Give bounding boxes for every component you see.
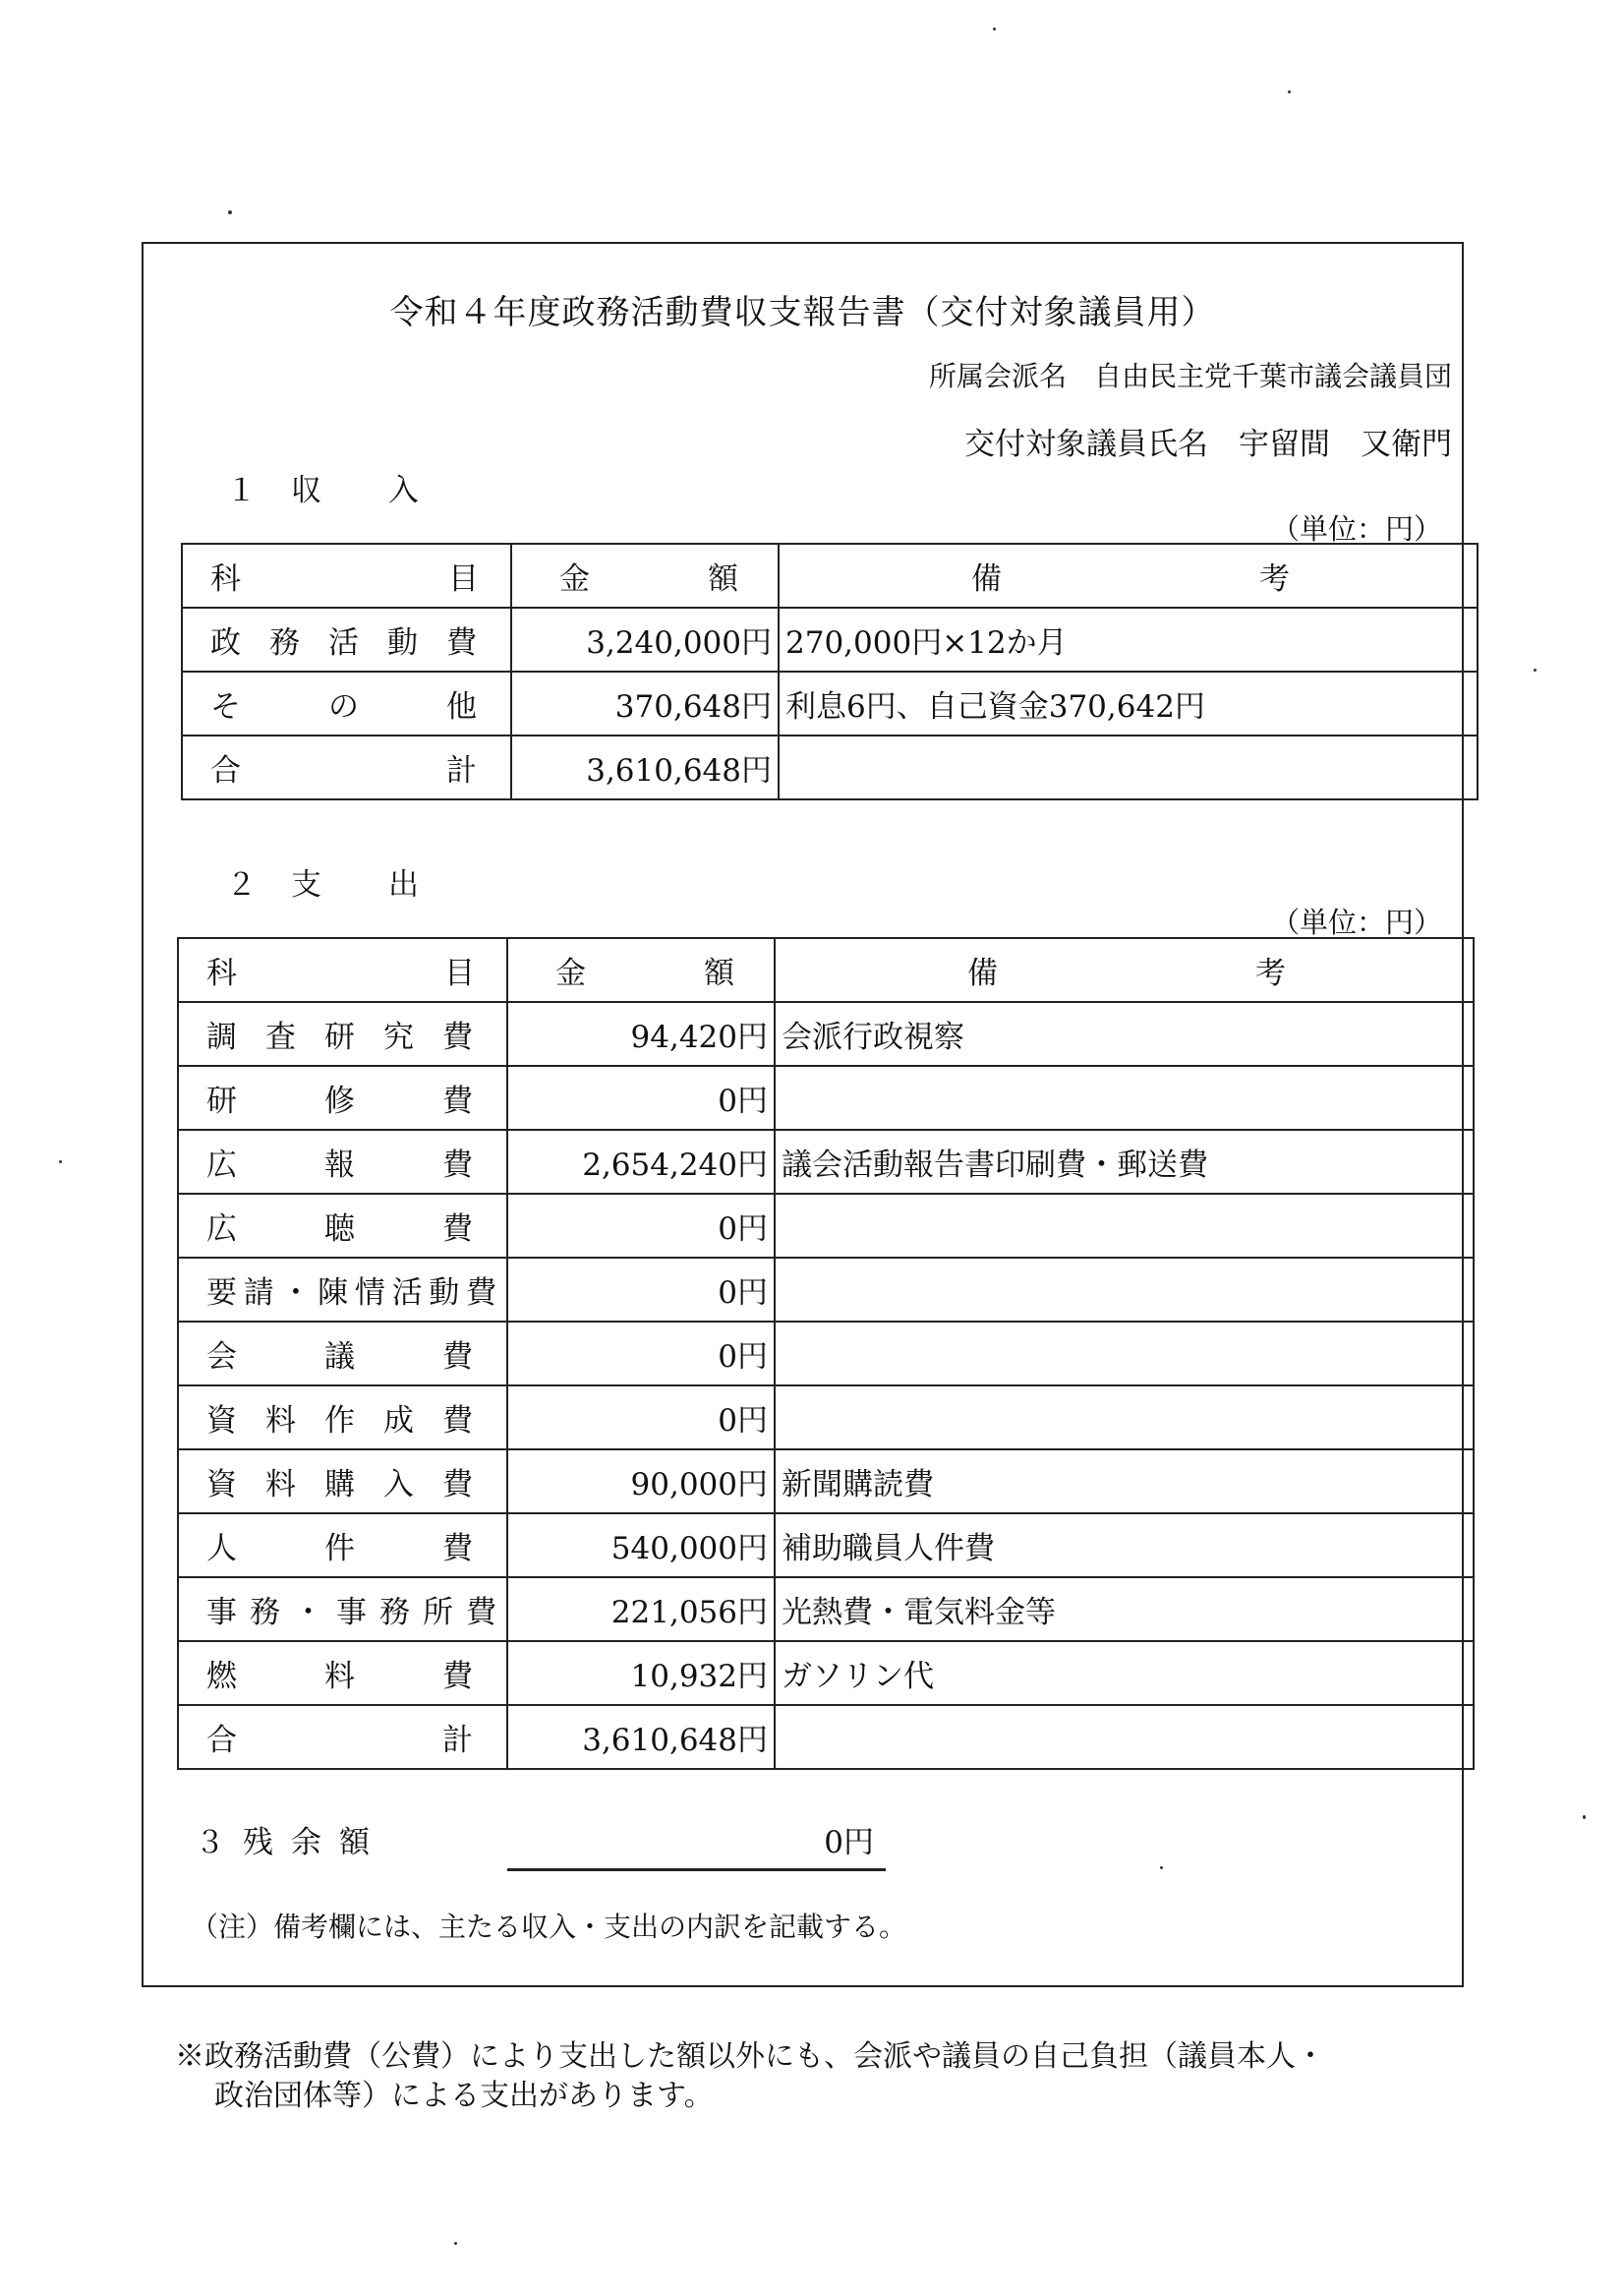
report-title: 令和４年度政務活動費収支報告書（交付対象議員用） [389,293,1216,332]
expenditure-category: 調査研究費 [178,1002,507,1066]
expenditure-amount: 90,000円 [507,1449,775,1513]
expenditure-amount: 3,610,648円 [507,1705,775,1769]
expenditure-notes: 補助職員人件費 [775,1513,1474,1577]
expenditure-category: 燃料費 [178,1641,507,1705]
expenditure-header-category: 科目 [178,938,507,1002]
scan-speck [228,210,232,214]
footnote [175,2037,1473,2116]
income-unit: （単位：円） [1270,512,1442,546]
expenditure-amount: 540,000円 [507,1513,775,1577]
expenditure-heading: ２ 支 出 [226,867,421,903]
expenditure-category: 広報費 [178,1130,507,1194]
scan-speck [59,1160,62,1163]
member-name: 交付対象議員氏名 宇留間 又衛門 [964,427,1452,462]
table-row [182,608,1478,672]
expenditure-amount: 221,056円 [507,1577,775,1641]
expenditure-category: 合計 [178,1705,507,1769]
expenditure-amount: 0円 [507,1066,775,1130]
income-amount: 3,240,000円 [511,608,779,672]
table-row [178,1322,1474,1385]
income-header-notes: 備考 [779,544,1478,608]
expenditure-amount: 10,932円 [507,1641,775,1705]
expenditure-category: 要請・陳情活動費 [178,1258,507,1322]
expenditure-notes [775,1258,1474,1322]
expenditure-notes [775,1385,1474,1449]
scan-speck [1583,1815,1586,1819]
expenditure-amount: 0円 [507,1322,775,1385]
income-table [181,543,1479,800]
footnote-line-2: 政治団体等）による支出があります。 [214,2079,714,2113]
income-category: 政務活動費 [182,608,511,672]
expenditure-header-amount: 金額 [507,938,775,1002]
table-row [178,1002,1474,1066]
scan-speck [993,28,996,30]
scan-speck [1288,90,1291,93]
footnote-line-1: ※政務活動費（公費）により支出した額以外にも、会派や議員の自己負担（議員本人・ [175,2039,1325,2074]
expenditure-amount: 94,420円 [507,1002,775,1066]
scan-speck [1534,669,1537,672]
table-row [178,1513,1474,1577]
income-amount: 370,648円 [511,672,779,736]
report-frame [142,242,1464,1987]
income-category: その他 [182,672,511,736]
expenditure-category: 資料購入費 [178,1449,507,1513]
remainder-label: ３残余額 [195,1825,387,1860]
income-header-category: 科目 [182,544,511,608]
income-notes: 利息6円、自己資金370,642円 [779,672,1478,736]
income-notes [779,736,1478,799]
expenditure-amount: 0円 [507,1385,775,1449]
table-row [178,1705,1474,1769]
income-heading: １ 収 入 [226,473,421,508]
income-notes: 270,000円×12か月 [779,608,1478,672]
remainder-underline [507,1868,886,1871]
expenditure-notes [775,1705,1474,1769]
scan-speck [1160,1866,1163,1869]
table-row [178,1577,1474,1641]
income-amount: 3,610,648円 [511,736,779,799]
table-row [182,672,1478,736]
income-category: 合計 [182,736,511,799]
expenditure-header-row [178,938,1474,1002]
expenditure-notes [775,1194,1474,1258]
expenditure-amount: 2,654,240円 [507,1130,775,1194]
expenditure-amount: 0円 [507,1258,775,1322]
table-row [178,1385,1474,1449]
expenditure-category: 会議費 [178,1322,507,1385]
expenditure-notes: 新聞購読費 [775,1449,1474,1513]
expenditure-category: 資料作成費 [178,1385,507,1449]
table-row [178,1258,1474,1322]
table-row [178,1194,1474,1258]
table-note: （注）備考欄には、主たる収入・支出の内訳を記載する。 [191,1911,907,1943]
table-row [178,1641,1474,1705]
table-row [178,1130,1474,1194]
expenditure-unit: （単位：円） [1270,906,1442,939]
expenditure-notes [775,1322,1474,1385]
faction-name: 所属会派名 自由民主党千葉市議会議員団 [928,360,1452,392]
expenditure-notes: 光熱費・電気料金等 [775,1577,1474,1641]
expenditure-notes [775,1066,1474,1130]
income-header-row [182,544,1478,608]
expenditure-notes: ガソリン代 [775,1641,1474,1705]
expenditure-category: 事務・事務所費 [178,1577,507,1641]
expenditure-notes: 議会活動報告書印刷費・郵送費 [775,1130,1474,1194]
expenditure-table [177,937,1475,1770]
income-header-amount: 金額 [511,544,779,608]
expenditure-category: 人件費 [178,1513,507,1577]
expenditure-category: 広聴費 [178,1194,507,1258]
scan-speck [454,2242,457,2245]
table-row [178,1066,1474,1130]
remainder-value: 0円 [824,1825,874,1860]
expenditure-header-notes: 備考 [775,938,1474,1002]
table-row [182,736,1478,799]
expenditure-notes: 会派行政視察 [775,1002,1474,1066]
table-row [178,1449,1474,1513]
expenditure-category: 研修費 [178,1066,507,1130]
expenditure-amount: 0円 [507,1194,775,1258]
